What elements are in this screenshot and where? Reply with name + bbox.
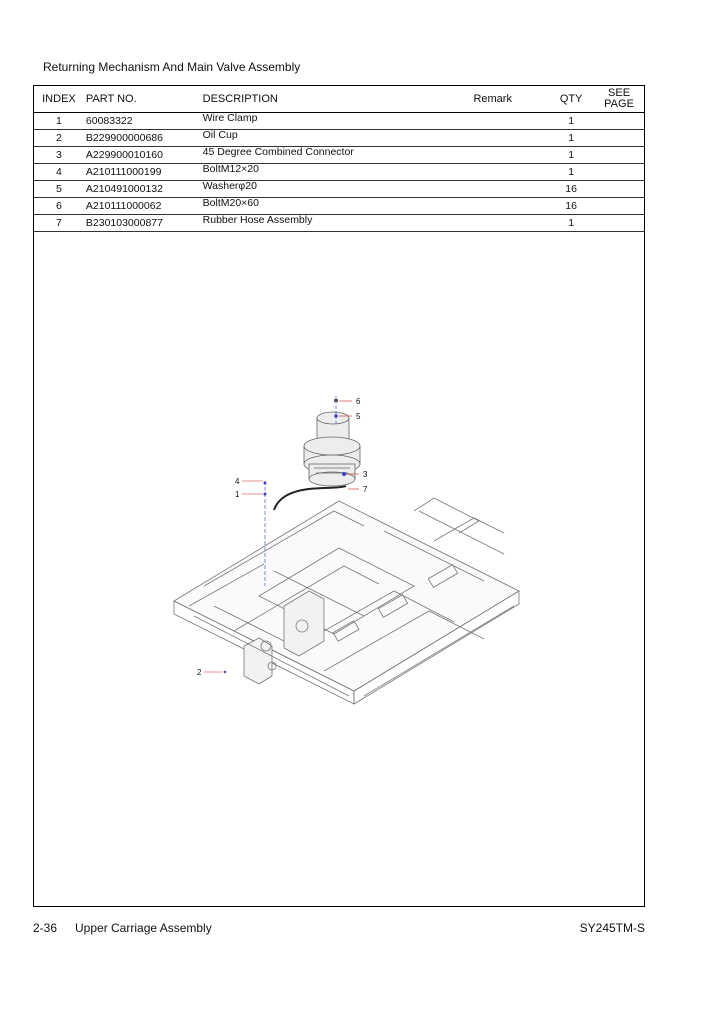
bolt-marker [264, 482, 267, 485]
row-description: Wire Clamp [203, 110, 474, 127]
row-part-no: A210111000199 [84, 164, 203, 181]
parts-frame [33, 85, 645, 907]
clamp-marker [264, 493, 267, 496]
header-index: INDEX [34, 86, 84, 113]
header-part-no: PART NO. [84, 86, 203, 113]
model-number: SY245TM-S [579, 921, 645, 935]
row-qty: 1 [548, 147, 594, 164]
row-index: 7 [34, 215, 84, 232]
callout-5: 5 [356, 412, 361, 421]
bolt-head-marker [334, 399, 338, 402]
row-part-no: A210491000132 [84, 181, 203, 198]
row-index: 3 [34, 147, 84, 164]
header-description: DESCRIPTION [203, 86, 474, 113]
page-title: Returning Mechanism And Main Valve Assembly [43, 60, 301, 74]
row-index: 2 [34, 130, 84, 147]
row-index: 1 [34, 113, 84, 130]
row-qty: 1 [548, 164, 594, 181]
oil-cup-marker [224, 671, 226, 673]
page-number: 2-36 [33, 921, 58, 935]
footer-left [33, 921, 212, 935]
callout-1: 1 [235, 490, 240, 499]
row-description: Washerφ20 [203, 178, 474, 195]
callout-4: 4 [235, 477, 240, 486]
row-description: Rubber Hose Assembly [203, 212, 474, 229]
callout-2: 2 [197, 668, 202, 677]
row-qty: 16 [548, 181, 594, 198]
row-part-no: B229900000686 [84, 130, 203, 147]
callout-3: 3 [363, 470, 368, 479]
row-index: 4 [34, 164, 84, 181]
connector-marker [342, 472, 346, 476]
header-qty: QTY [548, 86, 594, 113]
header-remark: Remark [473, 86, 548, 113]
row-description: 45 Degree Combined Connector [203, 144, 474, 161]
callout-7: 7 [363, 485, 368, 494]
assembly-drawing [34, 86, 646, 908]
chassis-frame-outline [174, 498, 519, 704]
callout-6: 6 [356, 397, 361, 406]
row-index: 5 [34, 181, 84, 198]
header-see-page-line2: PAGE [604, 98, 634, 110]
row-qty: 16 [548, 198, 594, 215]
washer-marker [334, 414, 338, 418]
row-part-no: 60083322 [84, 113, 203, 130]
row-part-no: B230103000877 [84, 215, 203, 232]
row-part-no: A210111000062 [84, 198, 203, 215]
header-see-page-line1: SEE [608, 87, 631, 99]
row-description: BoltM20×60 [203, 195, 474, 212]
swing-motor-assembly [304, 412, 360, 486]
row-index: 6 [34, 198, 84, 215]
row-qty: 1 [548, 215, 594, 232]
row-qty: 1 [548, 130, 594, 147]
row-qty: 1 [548, 113, 594, 130]
row-description: Oil Cup [203, 127, 474, 144]
row-description: BoltM12×20 [203, 161, 474, 178]
section-title: Upper Carriage Assembly [75, 921, 212, 935]
row-part-no: A229900010160 [84, 147, 203, 164]
